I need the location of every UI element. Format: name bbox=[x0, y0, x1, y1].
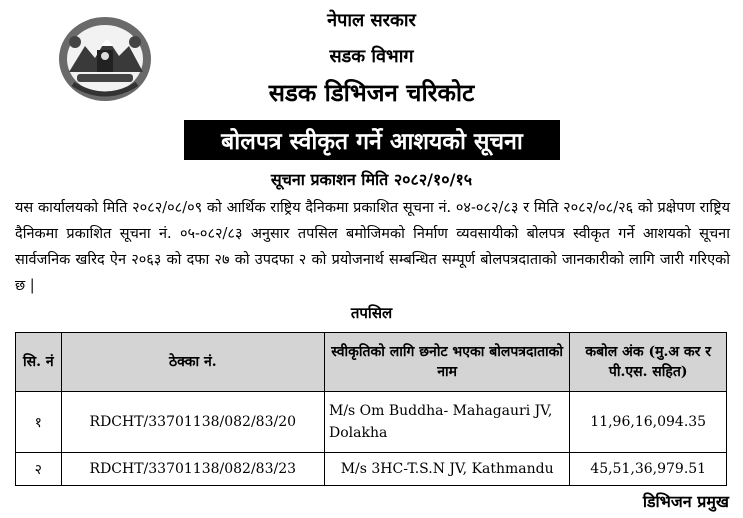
bid-table bbox=[15, 332, 727, 486]
signature-title: डिभिजन प्रमुख bbox=[642, 492, 729, 511]
table-caption: तपसिल bbox=[350, 304, 393, 322]
cell-bidder: M/s Om Buddha- Mahagauri JV, Dolakha bbox=[324, 392, 569, 453]
notice-body: यस कार्यालयको मिति २०८२/०८/०९ को आर्थिक राष्ट्रिय दैनिकमा प्रकाशित सूचना नं. ०४-०८२/८३ र मिति २०८२/०८/२६ को प्रक्षेपण राष्ट्रिय दैनिकमा प्रकाशित सूचना नं. ०५-०८२/८३ अनुसार तपसिल बमोजिमको निर्माण व्यवसायीको बोलपत्र स्वीकृत गर्ने आशयको सूचना सार्वजनिक खरिद ऐन २०६३ को दफा २७ को उपदफा २ को प्रयोजनार्थ सम्बन्धित सम्पूर्ण बोलपत्रदाताको जानकारीको लागि जारी गरिएको छ | bbox=[15, 200, 730, 294]
table-row bbox=[16, 392, 727, 453]
cell-amount: 11,96,16,094.35 bbox=[570, 392, 727, 453]
header-sn: सि. नं bbox=[16, 333, 62, 392]
cell-amount: 45,51,36,979.51 bbox=[570, 453, 727, 486]
govt-name: नेपाल सरकार bbox=[327, 10, 416, 31]
header-bidder: स्वीकृतिको लागि छनोट भएका बोलपत्रदाताको नाम bbox=[324, 333, 569, 392]
cell-contract: RDCHT/33701138/082/83/20 bbox=[61, 392, 324, 453]
notice-title: बोलपत्र स्वीकृत गर्ने आशयको सूचना bbox=[184, 120, 560, 160]
division-name: सडक डिभिजन चरिकोट bbox=[268, 78, 475, 107]
table-row bbox=[16, 453, 727, 486]
cell-sn: २ bbox=[16, 453, 62, 486]
header-amount: कबोल अंक (मु.अ कर र पी.एस. सहित) bbox=[570, 333, 727, 392]
header-contract: ठेक्का नं. bbox=[61, 333, 324, 392]
department-name: सडक विभाग bbox=[329, 46, 414, 67]
cell-contract: RDCHT/33701138/082/83/23 bbox=[61, 453, 324, 486]
table-header-row bbox=[16, 333, 727, 392]
cell-bidder: M/s 3HC-T.S.N JV, Kathmandu bbox=[324, 453, 569, 486]
cell-sn: १ bbox=[16, 392, 62, 453]
publication-date: सूचना प्रकाशन मिति २०८२/१०/१५ bbox=[270, 170, 473, 189]
